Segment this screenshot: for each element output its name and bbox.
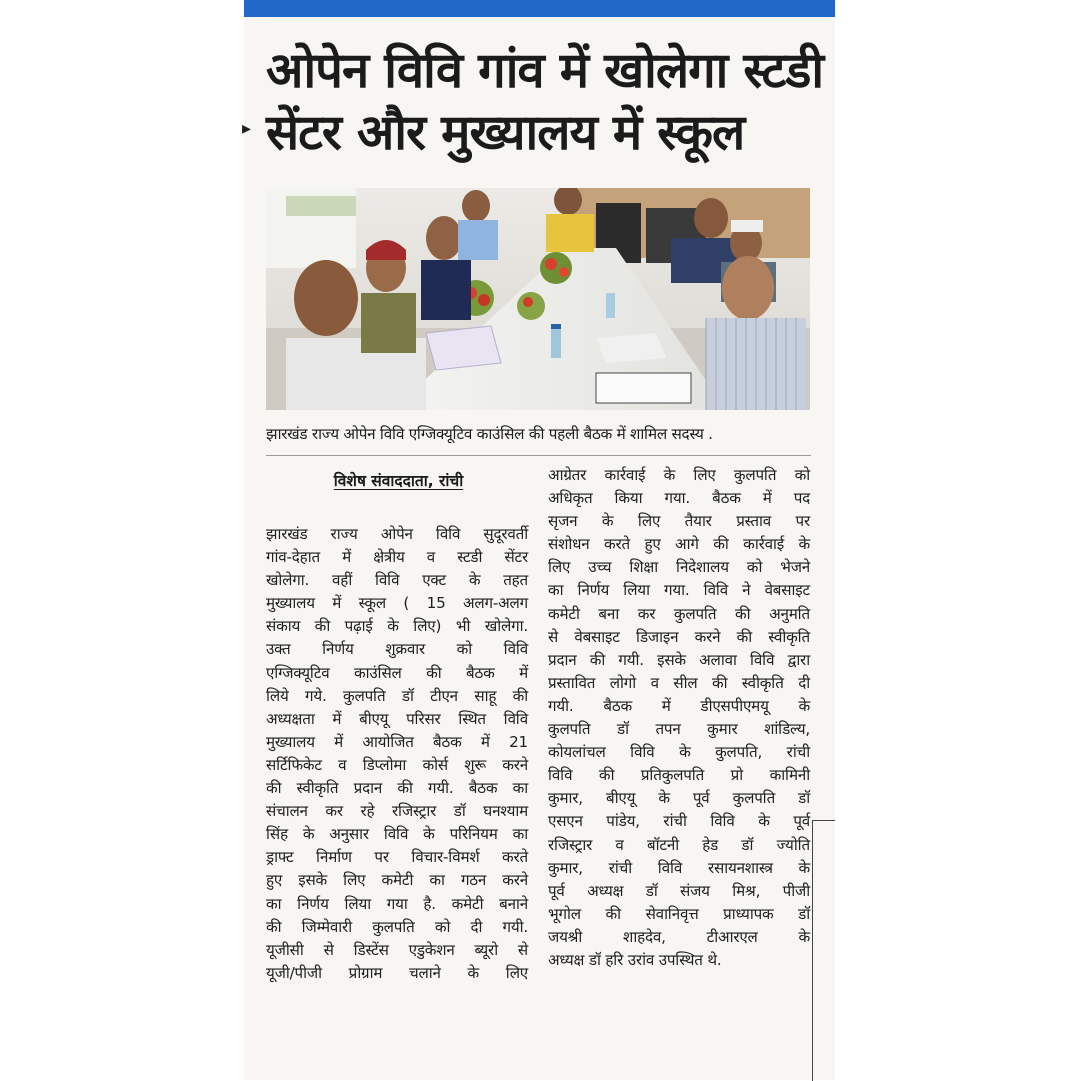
column-1-line: सिंह के अनुसार विवि के परिनियम का [266,825,528,844]
column-1-line: गांव-देहात में क्षेत्रीय व स्टडी सेंटर [266,548,528,567]
column-1-line: खोलेगा. वहीं विवि एक्ट के तहत [266,571,528,590]
headline [266,40,826,164]
column-1-line: का निर्णय लिया गया है. कमेटी बनाने [266,894,528,913]
article-column-1 [266,523,528,985]
column-2-line: का निर्णय लिया गया. विवि ने वेबसाइट [548,581,810,600]
column-2-line: सृजन के लिए तैयार प्रस्ताव पर [548,512,810,531]
column-1-line: की जिम्मेवारी कुलपति को दी गयी. [266,917,528,936]
column-2-line: कुमार, बीएयू के पूर्व कुलपति डॉ [548,789,810,808]
column-2-line: लिए उच्च शिक्षा निदेशालय को भेजने [548,558,810,577]
column-2-line: कोयलांचल विवि के कुलपति, रांची [548,743,810,762]
column-1-line: एग्जिक्यूटिव काउंसिल की बैठक में [266,663,528,682]
column-2-line: जयश्री शाहदेव, टीआरएल के [548,927,810,946]
column-1-line: मुख्यालय में आयोजित बैठक में 21 [266,732,528,751]
meeting-photo [266,188,810,410]
column-1-line: मुख्यालय में स्कूल ( 15 अलग-अलग [266,594,528,613]
column-1-line: सर्टिफिकेट व डिप्लोमा कोर्स शुरू करने [266,755,528,774]
column-2-line: पूर्व अध्यक्ष डॉ संजय मिश्र, पीजी [548,881,810,900]
column-2-line: अधिकृत किया गया. बैठक में पद [548,489,810,508]
photo-caption: झारखंड राज्य ओपेन विवि एग्जिक्यूटिव काउंसिल की पहली बैठक में शामिल सदस्य . [266,425,713,443]
column-2-line: कुमार, रांची विवि रसायनशास्त्र के [548,858,810,877]
column-2-line: कमेटी बना कर कुलपति की अनुमति [548,604,810,623]
column-1-line: यूजी/पीजी प्रोग्राम चलाने के लिए [266,963,528,982]
column-2-line: रजिस्ट्रार व बॉटनी हेड डॉ ज्योति [548,835,810,854]
column-1-line: झारखंड राज्य ओपेन विवि सुदूरवर्ती [266,525,528,543]
column-1-line: ड्राफ्ट निर्माण पर विचार-विमर्श करते [266,848,528,867]
column-1-line: संकाय की पढ़ाई के लिए) भी खोलेगा. [266,617,528,636]
headline-line-2: सेंटर और मुख्यालय में स्कूल [266,104,745,161]
column-2-line: संशोधन करते हुए आगे की कार्रवाई के [548,535,810,554]
column-1-line: की स्वीकृति प्रदान की गयी. बैठक का [266,779,528,798]
byline [266,469,531,491]
column-2-line: प्रस्तावित लोगो व सील की स्वीकृति दी [548,673,810,692]
column-2-line: कुलपति डॉ तपन कुमार शांडिल्य, [548,720,810,739]
article-column-2 [548,464,810,972]
column-2-line: एसएन पांडेय, रांची विवि के पूर्व [548,812,810,831]
column-1-line: उक्त निर्णय शुक्रवार को विवि [266,640,528,659]
column-2-line: अध्यक्ष डॉ हरि उरांव उपस्थित थे. [548,950,722,969]
caption-divider [266,455,811,456]
column-1-line: यूजीसी से डिस्टेंस एडुकेशन ब्यूरो से [266,940,528,959]
column-2-line: भूगोल की सेवानिवृत्त प्राध्यापक डॉ [548,904,810,923]
top-blue-bar [244,0,835,17]
margin-mark: ▸ [242,118,252,139]
column-1-line: संचालन कर रहे रजिस्ट्रार डॉ घनश्याम [266,802,528,821]
column-2-line: प्रदान की गयी. इसके अलावा विवि द्वारा [548,650,810,669]
column-1-line: अध्यक्षता में बीएयू परिसर स्थित विवि [266,709,528,728]
column-2-line: से वेबसाइट डिजाइन करने की स्वीकृति [548,627,810,646]
column-2-line: गयी. बैठक में डीएसपीएमयू के [548,696,810,715]
column-2-line: विवि की प्रतिकुलपति प्रो कामिनी [548,766,810,785]
headline-line-1: ओपेन विवि गांव में खोलेगा स्टडी [266,42,824,99]
byline-text: विशेष संवाददाता, रांची [333,472,464,490]
adjacent-article-border [812,820,835,1081]
column-2-line: आग्रेतर कार्रवाई के लिए कुलपति को [548,466,810,484]
column-1-line: हुए इसके लिए कमेटी का गठन करने [266,871,528,890]
column-1-line: लिये गये. कुलपति डॉ टीएन साहू की [266,686,528,705]
